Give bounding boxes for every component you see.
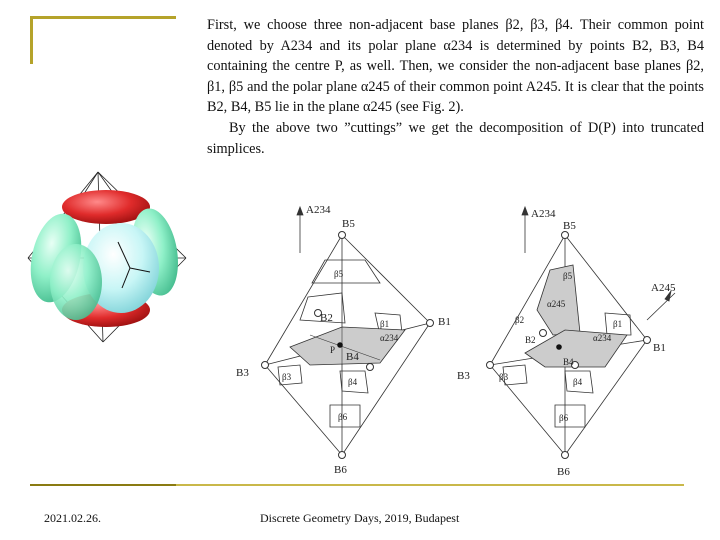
centre-point bbox=[337, 342, 343, 348]
paragraph-2: By the above two ”cuttings” we get the decomposition of D(P) into truncated simplices. bbox=[207, 119, 704, 157]
label-beta4: β4 bbox=[348, 377, 358, 387]
label-beta6: β6 bbox=[559, 413, 569, 423]
label-alpha245: α245 bbox=[547, 299, 566, 309]
frame-left-accent bbox=[30, 16, 33, 64]
label-B5: B5 bbox=[342, 218, 355, 230]
label-B4: B4 bbox=[563, 357, 574, 367]
label-A234: A234 bbox=[531, 208, 556, 220]
green-lobe-front bbox=[50, 244, 102, 320]
label-beta3: β3 bbox=[282, 372, 292, 382]
label-beta1: β1 bbox=[613, 319, 623, 329]
label-B2: B2 bbox=[525, 335, 536, 345]
label-B1: B1 bbox=[438, 316, 451, 328]
label-B2: B2 bbox=[320, 312, 333, 324]
body-text bbox=[207, 15, 704, 159]
label-beta6: β6 bbox=[338, 412, 348, 422]
figure-left bbox=[230, 195, 455, 480]
label-alpha234: α234 bbox=[380, 333, 399, 343]
label-B3: B3 bbox=[457, 370, 470, 382]
label-B3: B3 bbox=[236, 367, 249, 379]
label-alpha234: α234 bbox=[593, 333, 612, 343]
figure-right bbox=[455, 195, 685, 480]
label-beta5: β5 bbox=[563, 271, 573, 281]
label-beta2: β2 bbox=[515, 315, 525, 325]
label-A234: A234 bbox=[306, 204, 331, 216]
label-B6: B6 bbox=[557, 466, 570, 478]
footer-conference: Discrete Geometry Days, 2019, Budapest bbox=[260, 511, 460, 525]
label-beta3: β3 bbox=[499, 372, 509, 382]
label-B5: B5 bbox=[563, 220, 576, 232]
label-A245: A245 bbox=[651, 282, 676, 294]
frame-top-accent bbox=[30, 16, 176, 19]
label-B6: B6 bbox=[334, 464, 347, 476]
polyhedron-rendering bbox=[18, 170, 198, 345]
paragraph-1: First, we choose three non-adjacent base planes β2, β3, β4. Their common point denoted by A234 and its polar plane α234 is determined by points B2, B3, B4 containing the centre P, as well. Then, we consider the non-adjacent base planes β2, β1, β5 and the polar plane α245 of their common point A245. It is clear that the points B2, B4, B5 lie in the plane α245 (see Fig. 2). bbox=[207, 17, 704, 116]
label-beta4: β4 bbox=[573, 377, 583, 387]
label-B1: B1 bbox=[653, 342, 666, 354]
label-beta5: β5 bbox=[334, 269, 344, 279]
footer-rule-accent bbox=[30, 484, 176, 486]
label-B4: B4 bbox=[346, 351, 359, 363]
label-beta1: β1 bbox=[380, 319, 390, 329]
footer-date: 2021.02.26. bbox=[44, 511, 101, 525]
label-P: P bbox=[330, 345, 336, 355]
